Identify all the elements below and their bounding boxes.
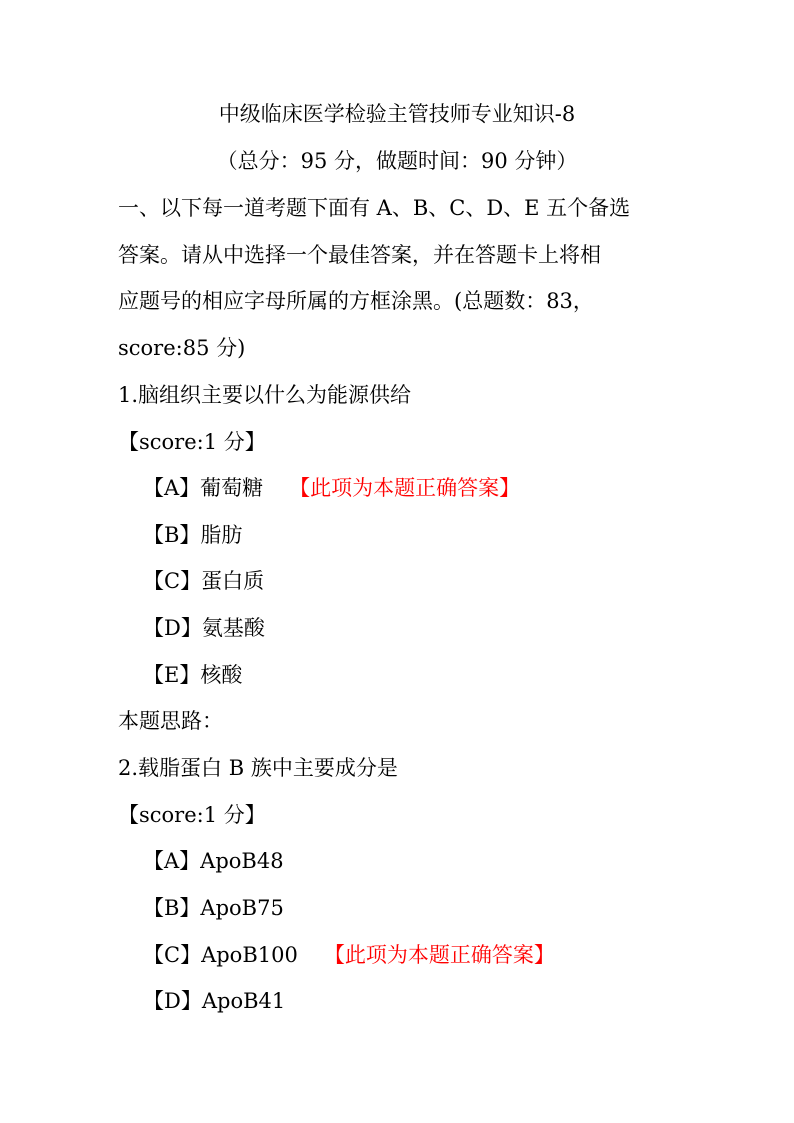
option-label: 【A】葡萄糖 [143,476,264,500]
option-a [143,473,520,503]
instruction-line: 答案。请从中选择一个最佳答案，并在答题卡上将相 [118,243,601,267]
option-label: 【B】ApoB75 [143,896,284,920]
question-score: 【score:1 分】 [118,430,266,454]
option-label: 【E】核酸 [143,663,243,687]
option-label: 【A】ApoB48 [143,849,284,873]
page-subtitle: （总分：95 分，做题时间：90 分钟） [216,149,578,173]
option-b [143,893,284,923]
option-label: 【D】ApoB41 [143,989,286,1013]
instruction-line: 应题号的相应字母所属的方框涂黑。(总题数：83， [118,289,594,313]
option-c [143,940,555,970]
question-score: 【score:1 分】 [118,803,266,827]
question-explanation: 本题思路： [118,709,223,733]
question-stem: 1.脑组织主要以什么为能源供给 [118,383,412,407]
option-d [143,986,285,1016]
option-label: 【C】蛋白质 [143,569,265,593]
option-label: 【C】ApoB100 [143,943,298,967]
option-c [143,566,264,596]
correct-answer-mark: 【此项为本题正确答案】 [323,943,555,967]
page-title: 中级临床医学检验主管技师专业知识-8 [218,102,576,126]
instruction-line: 一、以下每一道考题下面有 A、B、C、D、E 五个备选 [118,196,631,220]
instruction-line: score:85 分) [118,336,246,360]
option-label: 【B】脂肪 [143,523,243,547]
question-stem: 2.载脂蛋白 B 族中主要成分是 [118,756,398,780]
option-a [143,846,284,876]
option-e [143,660,242,690]
correct-answer-mark: 【此项为本题正确答案】 [289,476,521,500]
option-b [143,520,242,550]
option-d [143,613,265,643]
option-label: 【D】氨基酸 [143,616,265,640]
